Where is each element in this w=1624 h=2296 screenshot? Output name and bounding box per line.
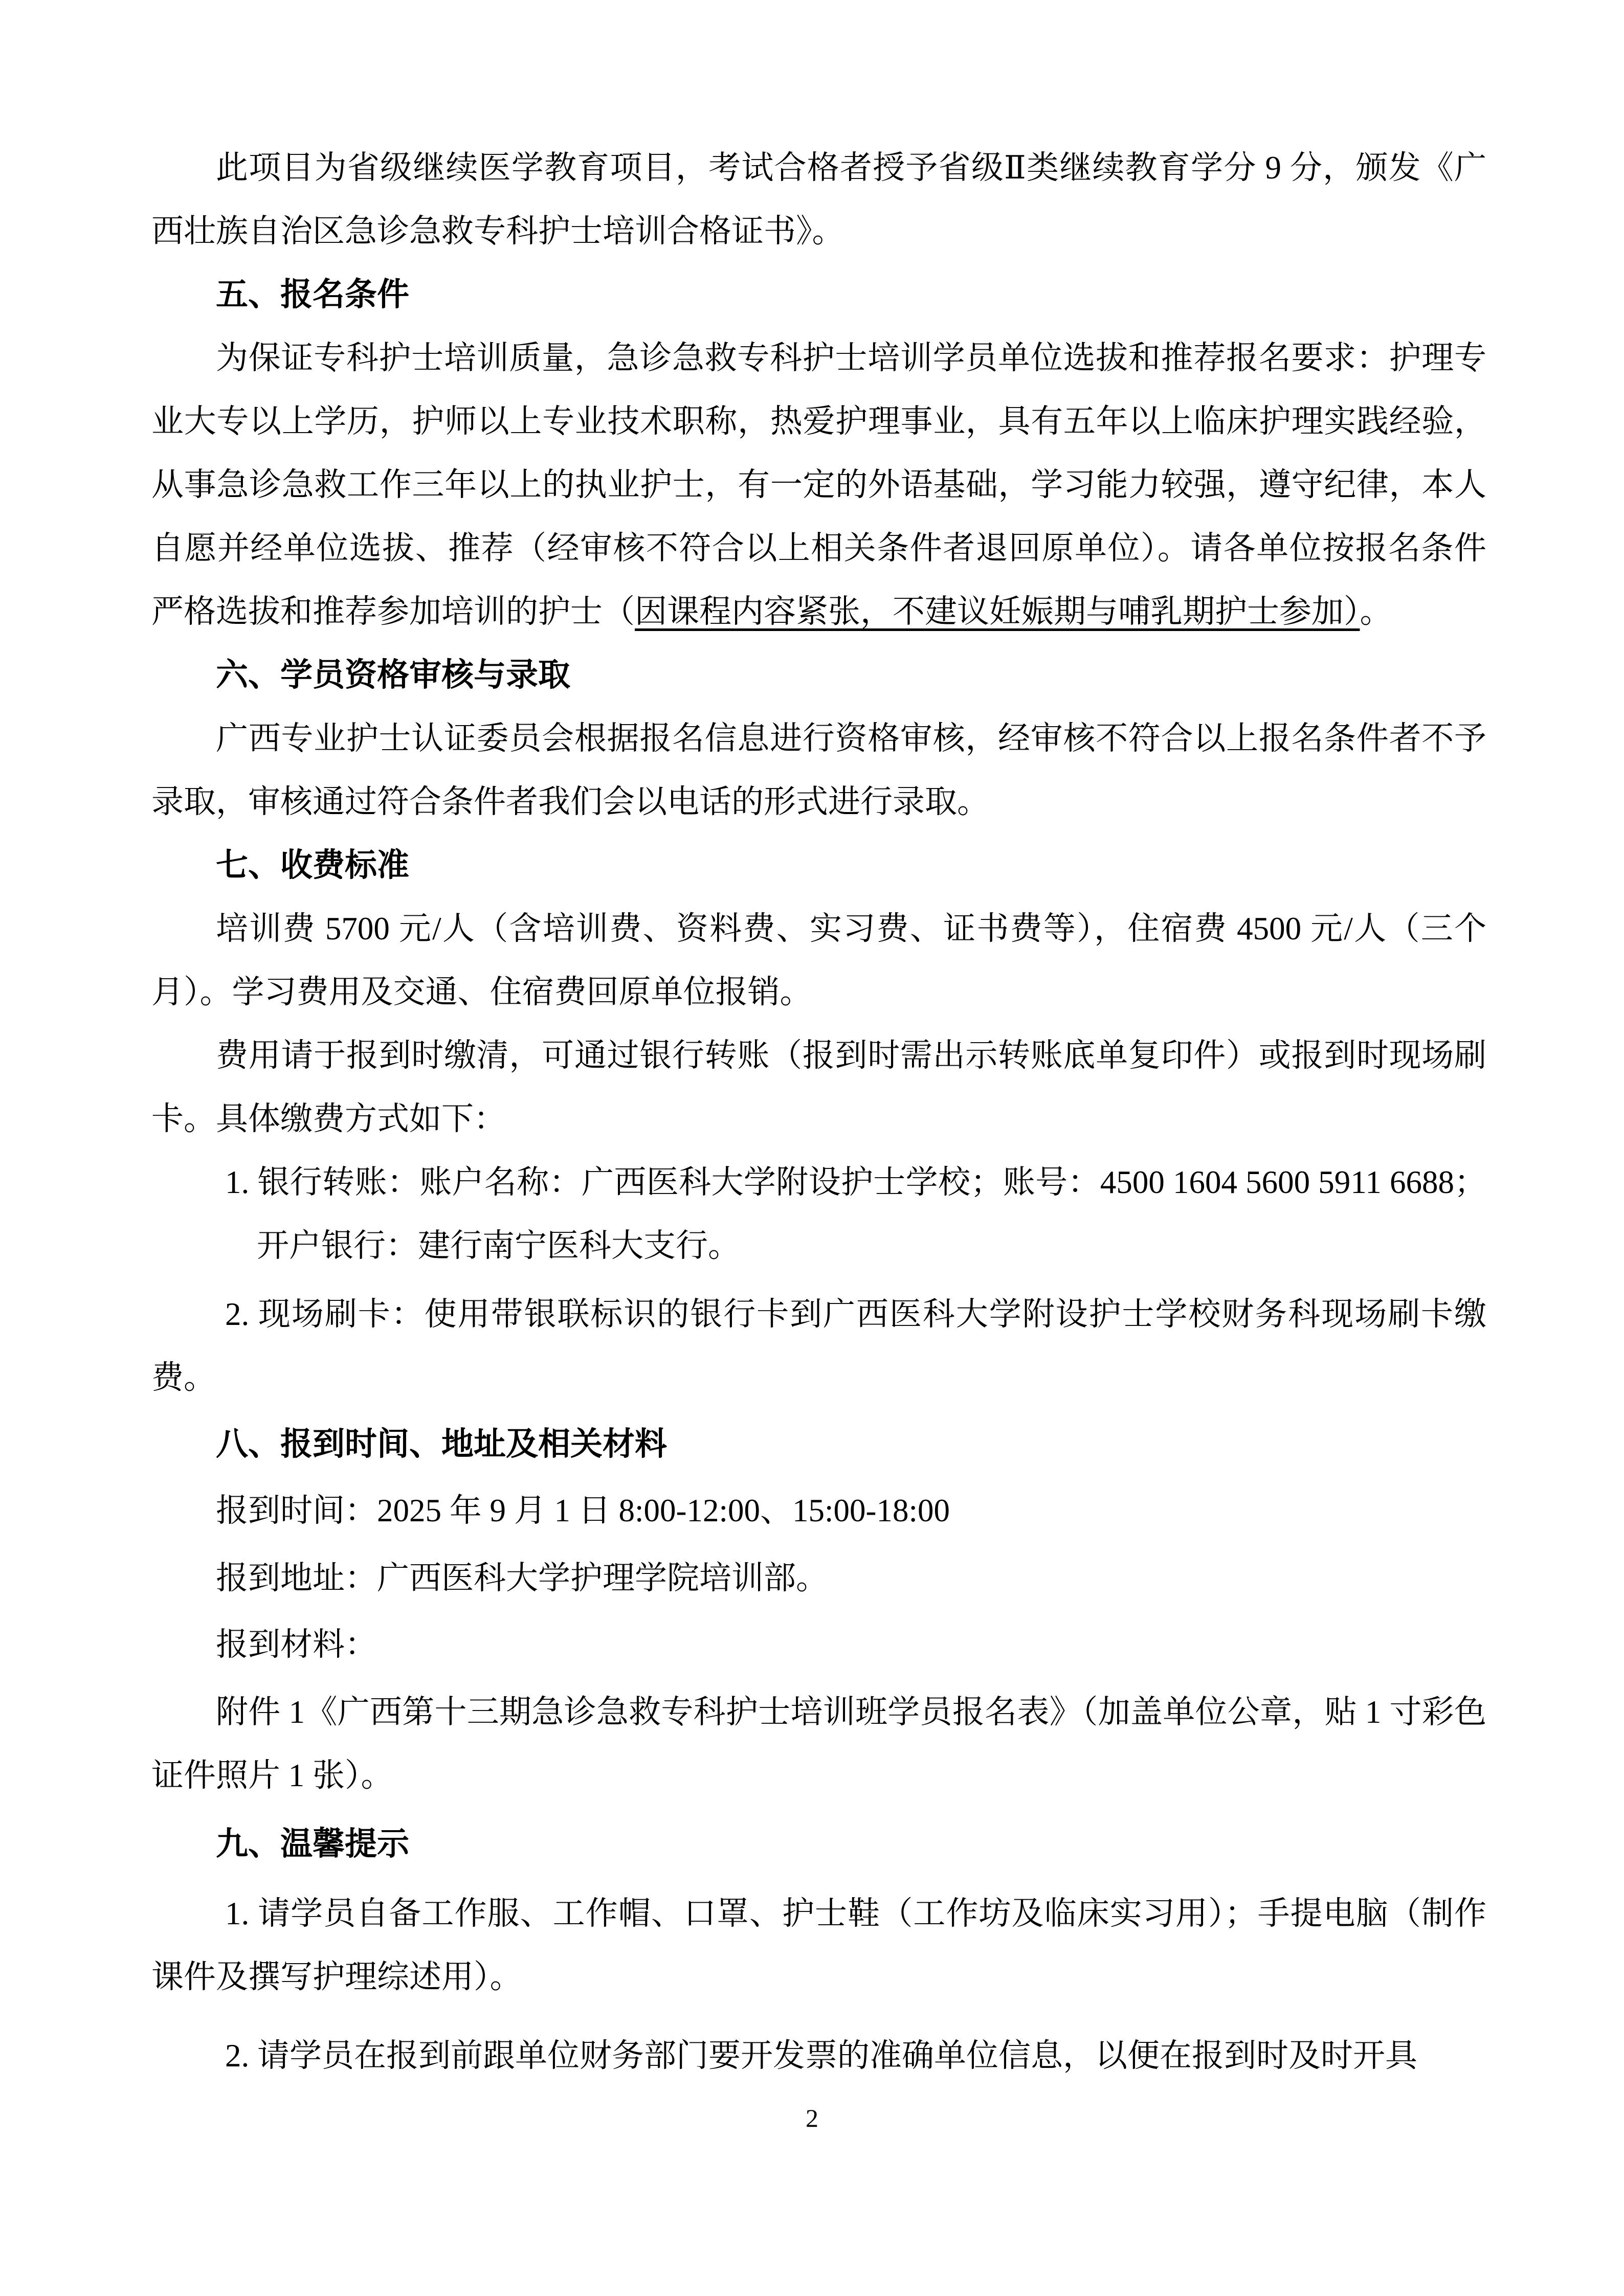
list-item-card-payment: 2. 现场刷卡：使用带银联标识的银行卡到广西医科大学附设护士学校财务科现场刷卡缴费。 <box>151 1296 1486 1395</box>
list-item-bank-transfer: 1. 银行转账：账户名称：广西医科大学附设护士学校；账号：4500 1604 5600 5911 6688；开户银行：建行南宁医科大支行。 <box>225 1164 1486 1264</box>
paragraph-enrollment-requirements <box>151 326 1486 643</box>
enrollment-requirements-text: 为保证专科护士培训质量，急诊急救专科护士培训学员单位选拔和推荐报名要求：护理专业大专以上学历，护师以上专业技术职称，热爱护理事业，具有五年以上临床护理实践经验，从事急诊急救工作三年以上的执业护士，有一定的外语基础，学习能力较强，遵守纪律，本人自愿并经单位选拔、推荐（经审核不符合以上相关条件者退回原单位）。请各单位按报名条件严格选拔和推荐参加培训的护士（ <box>151 340 1486 629</box>
paragraph-payment-methods: 费用请于报到时缴清，可通过银行转账（报到时需出示转账底单复印件）或报到时现场刷卡。具体缴费方式如下： <box>151 1038 1486 1137</box>
paragraph-registration-materials-label: 报到材料： <box>216 1627 377 1662</box>
list-item-tip-1: 1. 请学员自备工作服、工作帽、口罩、护士鞋（工作坊及临床实习用）；手提电脑（制作课件及撰写护理综述用）。 <box>151 1896 1486 1995</box>
paragraph-attachment-1: 附件 1《广西第十三期急诊急救专科护士培训班学员报名表》（加盖单位公章，贴 1 寸彩色证件照片 1 张）。 <box>151 1694 1486 1793</box>
paragraph-registration-time: 报到时间：2025 年 9 月 1 日 8:00-12:00、15:00-18:00 <box>216 1493 950 1528</box>
heading-section-5: 五、报名条件 <box>216 277 409 312</box>
paragraph-intro: 此项目为省级继续医学教育项目，考试合格者授予省级Ⅱ类继续教育学分 9 分，颁发《广西壮族自治区急诊急救专科护士培训合格证书》。 <box>151 150 1486 249</box>
heading-section-6: 六、学员资格审核与录取 <box>216 657 570 693</box>
heading-section-8: 八、报到时间、地址及相关材料 <box>216 1426 667 1462</box>
paragraph-qualification-review: 广西专业护士认证委员会根据报名信息进行资格审核，经审核不符合以上报名条件者不予录取，审核通过符合条件者我们会以电话的形式进行录取。 <box>151 721 1486 820</box>
enrollment-requirements-period: 。 <box>1360 594 1392 629</box>
heading-section-7: 七、收费标准 <box>216 847 409 883</box>
heading-section-9: 九、温馨提示 <box>216 1826 409 1862</box>
page-number: 2 <box>806 2104 818 2132</box>
document-body <box>151 136 1486 2087</box>
enrollment-requirements-underlined-note: 因课程内容紧张，不建议妊娠期与哺乳期护士参加） <box>635 594 1360 629</box>
paragraph-fees: 培训费 5700 元/人（含培训费、资料费、实习费、证书费等），住宿费 4500 元/人（三个月）。学习费用及交通、住宿费回原单位报销。 <box>151 911 1486 1010</box>
paragraph-registration-address: 报到地址：广西医科大学护理学院培训部。 <box>216 1560 828 1596</box>
list-item-tip-2: 2. 请学员在报到前跟单位财务部门要开发票的准确单位信息，以便在报到时及时开具 <box>225 2038 1417 2074</box>
